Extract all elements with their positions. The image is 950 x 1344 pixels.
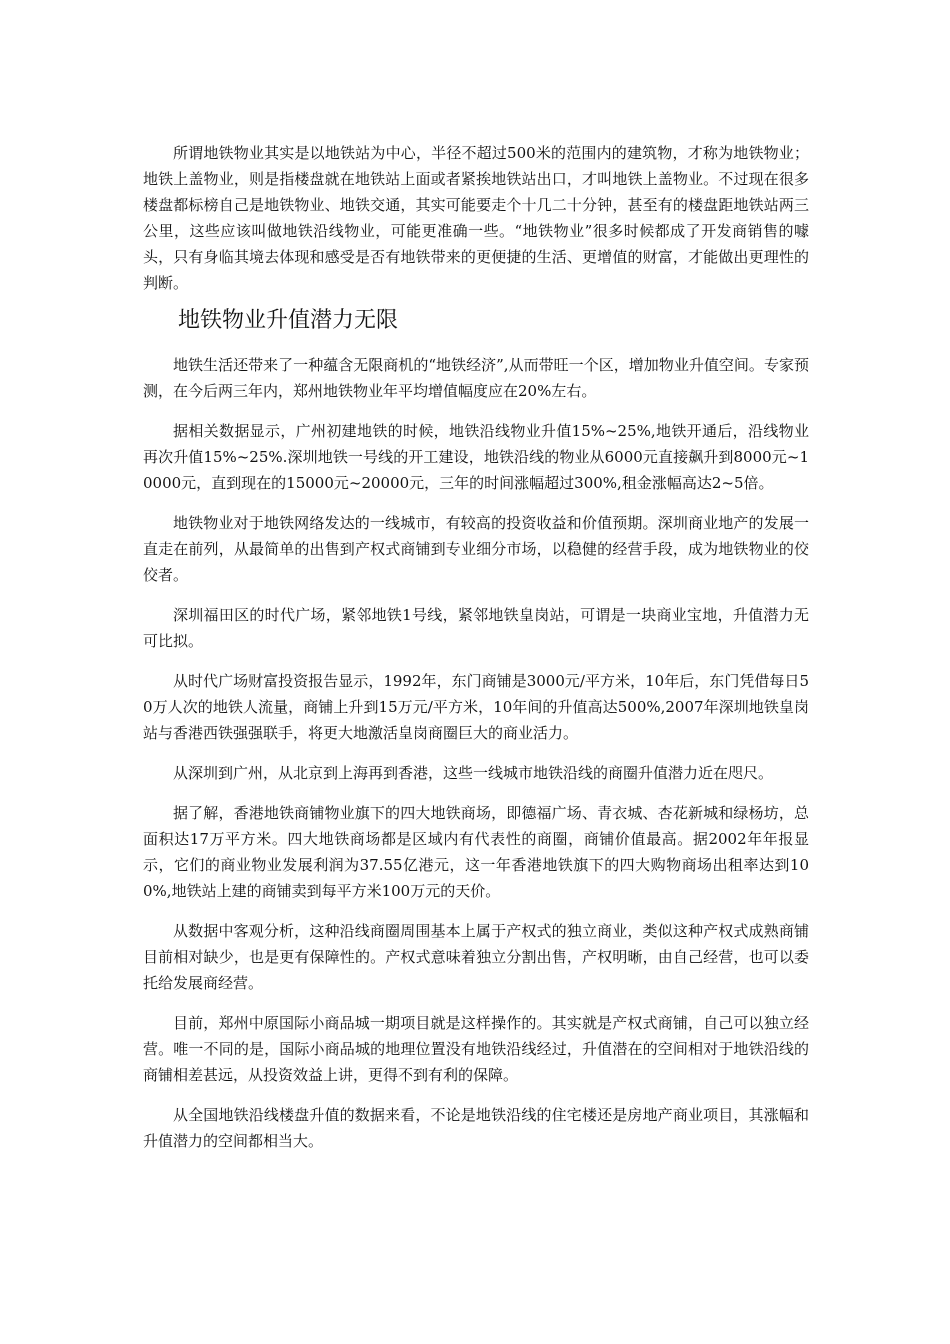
body-paragraph-3: 地铁物业对于地铁网络发达的一线城市，有较高的投资收益和价值预期。深圳商业地产的发展一直走在前列，从最简单的出售到产权式商铺到专业细分市场，以稳健的经营手段，成为地铁物业的佼佼者。 (143, 514, 809, 584)
body-paragraph-7: 据了解，香港地铁商铺物业旗下的四大地铁商场，即德福广场、青衣城、杏花新城和绿杨坊，总面积达17万平方米。四大地铁商场都是区域内有代表性的商圈，商铺价值最高。据2002年年报显示，它们的商业物业发展利润为37.55亿港元，这一年香港地铁旗下的四大购物商场出租率达到100%,地铁站上建的商铺卖到每平方米100万元的天价。 (143, 804, 809, 900)
body-paragraph-2: 据相关数据显示，广州初建地铁的时候，地铁沿线物业升值15%~25%,地铁开通后，沿线物业再次升值15%~25%.深圳地铁一号线的开工建设，地铁沿线的物业从6000元直接飙升到8000元~10000元，直到现在的15000元~20000元，三年的时间涨幅超过300%,租金涨幅高达2~5倍。 (143, 422, 809, 492)
body-paragraph-1: 地铁生活还带来了一种蕴含无限商机的“地铁经济”,从而带旺一个区，增加物业升值空间。专家预测，在今后两三年内，郑州地铁物业年平均增值幅度应在20%左右。 (143, 356, 809, 400)
body-paragraph-5: 从时代广场财富投资报告显示，1992年，东门商铺是3000元/平方米，10年后，东门凭借每日50万人次的地铁人流量，商铺上升到15万元/平方米，10年间的升值高达500%,2007年深圳地铁皇岗站与香港西铁强强联手，将更大地激活皇岗商圈巨大的商业活力。 (143, 672, 809, 742)
document-page (143, 140, 809, 1168)
intro-paragraph: 所谓地铁物业其实是以地铁站为中心，半径不超过500米的范围内的建筑物，才称为地铁物业；地铁上盖物业，则是指楼盘就在地铁站上面或者紧挨地铁站出口，才叫地铁上盖物业。不过现在很多楼盘都标榜自己是地铁物业、地铁交通，其实可能要走个十几二十分钟，甚至有的楼盘距地铁站两三公里，这些应该叫做地铁沿线物业，可能更准确一些。“地铁物业”很多时候都成了开发商销售的噱头，只有身临其境去体现和感受是否有地铁带来的更便捷的生活、更增值的财富，才能做出更理性的判断。 (143, 144, 809, 292)
section-heading: 地铁物业升值潜力无限 (178, 308, 399, 333)
body-paragraph-8: 从数据中客观分析，这种沿线商圈周围基本上属于产权式的独立商业，类似这种产权式成熟商铺目前相对缺少，也是更有保障性的。产权式意味着独立分割出售，产权明晰，由自己经营，也可以委托给发展商经营。 (143, 922, 809, 992)
body-paragraph-4: 深圳福田区的时代广场，紧邻地铁1号线，紧邻地铁皇岗站，可谓是一块商业宝地，升值潜力无可比拟。 (143, 606, 809, 650)
body-paragraph-10: 从全国地铁沿线楼盘升值的数据来看，不论是地铁沿线的住宅楼还是房地产商业项目，其涨幅和升值潜力的空间都相当大。 (143, 1106, 809, 1150)
body-paragraph-9: 目前，郑州中原国际小商品城一期项目就是这样操作的。其实就是产权式商铺，自己可以独立经营。唯一不同的是，国际小商品城的地理位置没有地铁沿线经过，升值潜在的空间相对于地铁沿线的商铺相差甚远，从投资效益上讲，更得不到有利的保障。 (143, 1014, 809, 1084)
body-paragraph-6: 从深圳到广州，从北京到上海再到香港，这些一线城市地铁沿线的商圈升值潜力近在咫尺。 (173, 764, 774, 782)
